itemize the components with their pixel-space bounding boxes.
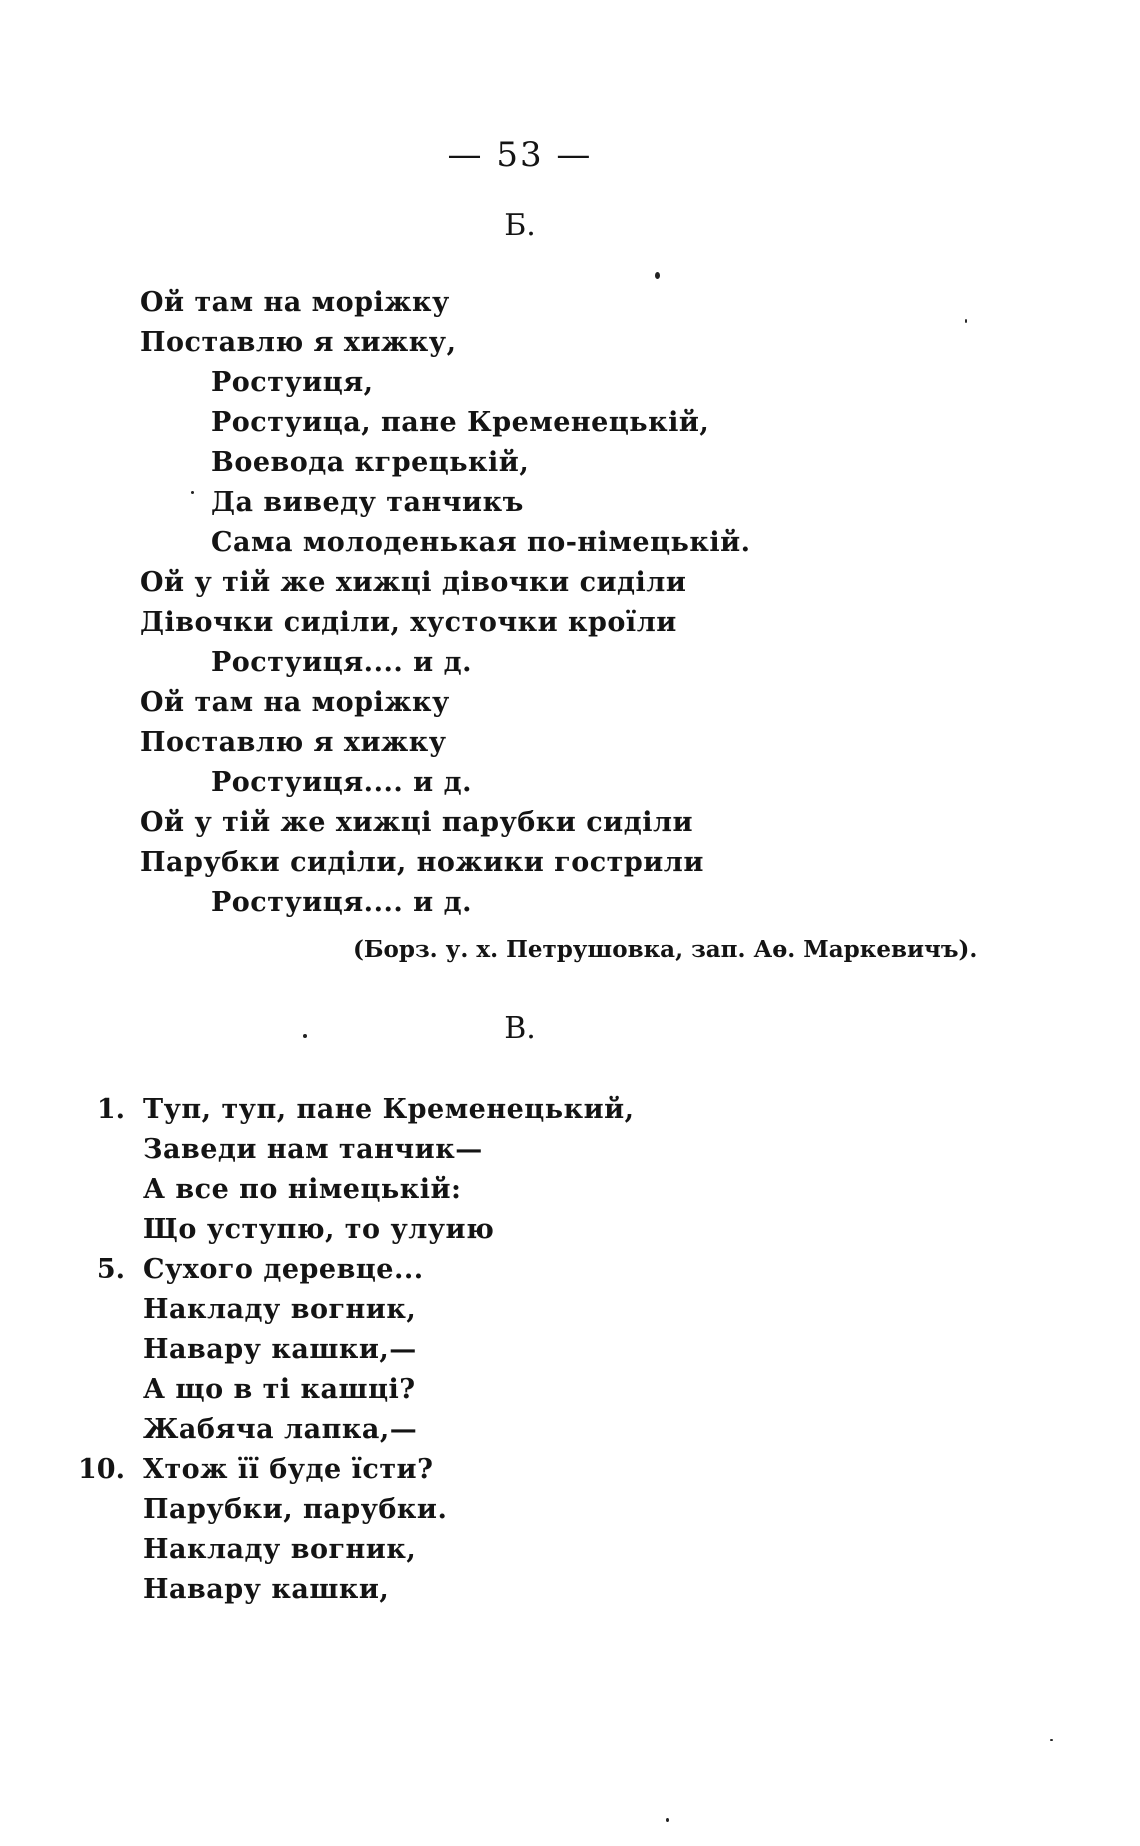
poem-line: Накладу вогник, [143, 1534, 417, 1565]
page-number: — 53 — [447, 135, 593, 175]
scan-speck [666, 1818, 669, 1822]
scan-speck [303, 1034, 307, 1038]
poem-line: Ой у тій же хижці дівочки сиділи [140, 567, 687, 598]
line-number: 5. [96, 1254, 125, 1285]
line-number: 10. [78, 1454, 125, 1485]
poem-line: Поставлю я хижку, [140, 327, 457, 358]
source-attribution: (Борз. у. х. Петрушовка, зап. Аѳ. Маркевичъ). [353, 936, 978, 963]
poem-line: А все по німецькій: [143, 1174, 462, 1205]
poem-line: Ой там на моріжку [140, 287, 450, 318]
poem-line: Навару кашки,— [143, 1334, 417, 1365]
poem-line: Ой у тій же хижці парубки сиділи [140, 807, 694, 838]
poem-line: Сама молоденькая по-німецькій. [211, 527, 751, 558]
scan-speck [1050, 1739, 1053, 1741]
poem-line: Ростуиця.... и д. [211, 887, 473, 918]
poem-line: Що уступю, то улуию [143, 1214, 495, 1245]
section-heading-b: Б. [504, 208, 536, 243]
poem-line: Парубки сиділи, ножики гострили [140, 847, 704, 878]
poem-line: Да виведу танчикъ [211, 487, 524, 518]
poem-line: Сухого деревце... [143, 1254, 424, 1285]
line-number: 1. [96, 1094, 125, 1125]
poem-line: Навару кашки, [143, 1574, 390, 1605]
poem-line: Дівочки сиділи, хусточки кроїли [140, 607, 677, 638]
poem-line: Ростуиця.... и д. [211, 647, 473, 678]
poem-line: Ростуица, пане Кременецькій, [211, 407, 710, 438]
scan-speck [191, 491, 194, 494]
poem-line: Накладу вогник, [143, 1294, 417, 1325]
poem-line: Воевода кгрецькій, [211, 447, 530, 478]
poem-line: Ой там на моріжку [140, 687, 450, 718]
scan-speck [965, 319, 967, 323]
poem-line: А що в ті кашці? [143, 1374, 416, 1405]
poem-line: Ростуиця.... и д. [211, 767, 473, 798]
poem-line: Хтож її буде їсти? [143, 1454, 434, 1485]
poem-line: Поставлю я хижку [140, 727, 447, 758]
poem-line: Жабяча лапка,— [143, 1414, 418, 1445]
poem-line: Заведи нам танчик— [143, 1134, 483, 1165]
poem-line: Парубки, парубки. [143, 1494, 448, 1525]
poem-line: Ростуиця, [211, 367, 374, 398]
scan-speck [655, 272, 660, 279]
section-heading-v: В. [504, 1011, 536, 1046]
poem-line: Туп, туп, пане Кременецький, [143, 1094, 635, 1125]
